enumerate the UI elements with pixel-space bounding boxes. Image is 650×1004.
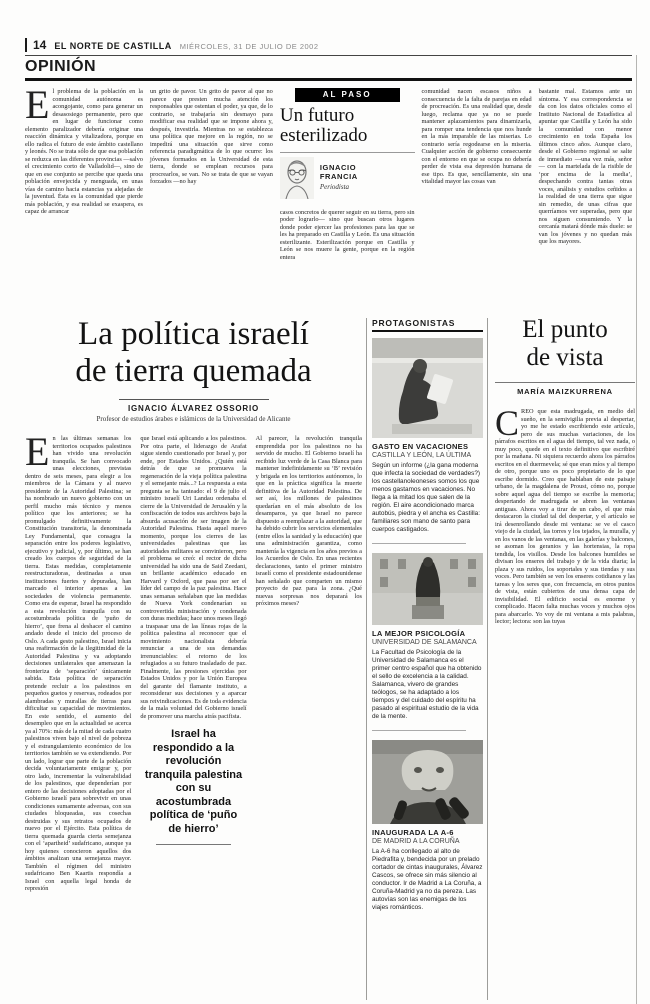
al-paso-author: IGNACIO FRANCIA: [319, 162, 358, 181]
top-article-col3-text: casos concretos de querer seguir en su tierra, pero sin poder lograrlo— sino que buscan otros lugares donde poder ejercer las profesiones para las que se les ha preparado en Castilla y León. Es una situación esterilizante. Esterilización porque en Castilla y León se nos muere la gente, porque en la región entera: [279, 208, 415, 261]
top-article-col2-text: un grito de pavor. Un grito de pavor al que no parece que presten mucha atención los responsables que ostentan el poder, ya que, de lo contrario, se trabajaría sin desmayo para modificar esa realidad que se impone ahora y, después, investirla. Mientras no se establezca una política que mejore en la región, no se impedirá una situación que sirve como referencia paradigmática de lo que ocurre: los jóvenes formados en la Universidad de esta tierra, donde se emplean recursos para procrearlos, se van. No se trata de que se vayan forzados —no hay: [149, 88, 273, 185]
press-conference-photo: [372, 740, 483, 824]
page-header: [25, 38, 632, 52]
punto-body: [495, 403, 635, 626]
page-edge-line: [636, 55, 637, 1004]
punto-title-line2: de vista: [526, 344, 604, 371]
protagonistas-item-title: GASTO EN VACACIONES: [372, 442, 469, 451]
top-article-col2: [150, 88, 273, 310]
header-rule-thick: [25, 78, 632, 81]
main-title-line2: de tierra quemada: [75, 353, 312, 389]
main-article-col3: [256, 435, 362, 991]
protagonistas-item-text: La A-6 ha conllegado al alto de Piedrafita y, bendecida por un prelado cortador de cintas inaugurales, Álvarez Cascos, se ofrece sin más silencio al conductor. Ir de Madrid a La Coruña, a Coruña-Madrid ya no da pereza. Las autovías son las enemigas de los viajes románticos.: [372, 848, 483, 911]
top-article-col5: [539, 88, 632, 310]
main-article-col3-text: Al parecer, la revolución tranquila emprendida por los palestinos no ha servido de mucho. El Gobierno israelí ha recibido luz verde de la Casa Blanca para mantener indefinidamente su ‘B’ revisión y brigada en los territorios autónomos, lo que en la práctica significa la muerte definitiva de la Autoridad Palestina. De ser así, los millones de palestinos quedarían en el más absoluto de los desamparos, ya que Israel no parece dispuesto a reemplazar a la autoridad, que ha debido cubrir los servicios elementales (entre ellos la sanidad y la educación) que una administración garantiza, como mantenía la vigencia en los años previos a los Acuerdos de Oslo. En unas recientes declaraciones, tanto el primer ministro israelí como el presidente estadounidense han señalado que comparten un mismo proyecto de paz para la zona. ¿Qué nuevas sorpresas nos deparará los próximos meses?: [255, 435, 362, 607]
al-paso-title: Un futuro esterilizado: [279, 104, 368, 146]
main-article-col2-text: que Israel está aplicando a los palestinos. Por otra parte, el liderazgo de Arafat sigue siendo cuestionado por Israel y, por ende, por Estados Unidos. ¿Quién está detrás de que se promueva la regeneración de la vieja política palestina y el semejante más...? La respuesta a esta pregunta se ha tanteado: el 9 de julio el ministro israelí Uri Landau ordenaba el cierre de la Universidad de Jerusalén y la confiscación de todos sus archivos bajo la absurda acusación de ser imagen de la Autoridad Palestina. Hasta aquel nuevo momento, porque los cierres de las universidades palestinas que las autoridades militares se convinieron, pero el problema se creó: el rector de dicha universidad ha sido una de Said Zeedani, un brillante académico educado en Harvard y Oxford, que pasa por ser el líder del campo de la paz palestina. Hace unas semanas señalaban que las medidas de Nueva York condenarían su controvertida ministración y condenada con duras medidas; hace unos meses llegó a traspasar una de las líneas rojas de la política palestina al reconocer que el movimiento nacionalista debería renunciar a una de sus demandas irrenunciables: el retorno de los refugiados a su futuro trasladado de paz. Finalmente, las presiones ejercidas por Estados Unidos y por la Unión Europea del garante del flamante instituto, a reconsiderar sus decisiones y a aparcar sus reivindicaciones. Es de toda evidencia de la mala voluntad del Gobierno israelí de promover una marcha atrás pacifista.: [140, 435, 247, 720]
main-article-author: IGNACIO ÁLVAREZ OSSORIO: [128, 404, 259, 413]
protagonistas-column: [372, 318, 483, 920]
protagonistas-item-vacaciones: [372, 338, 483, 544]
top-article-col1-text: l problema de la población en la comunidad autónoma es acongojante, como para generar un desasosiego permanente, pero que en lugar de funcionar como elemento paralizador debería originar una reacción dinámica y vitalizadora, porque en ello radica el futuro de este ámbito castellano y leonés. No se trata sólo de que esa población se reduzca en las diferentes provincias —salvo el crecimiento corto de Valladolid—, sino de que en ese conjunto se percibe que queda una población envejecida y menguada, en unas vías de camino hacia estancias ya alejadas de la juventud. Ésta es la comunidad que pierde más población, y esa realidad se exaspera, es capaz de arrancar: [25, 88, 143, 215]
al-paso-author-role: Periodista: [319, 182, 350, 191]
byline-rule: [119, 399, 269, 400]
protagonistas-separator: [372, 543, 466, 544]
main-title-line1: La política israelí: [78, 316, 309, 352]
divider-protagonistas-punto: [487, 318, 488, 1000]
top-article-col1: [25, 88, 143, 310]
vacation-photo: [372, 338, 483, 438]
protagonistas-item-subtitle: DE MADRID A LA CORUÑA: [372, 838, 460, 845]
top-article-col4: [422, 88, 532, 310]
top-article: [25, 88, 632, 310]
punto-author: MARÍA MAIZKURRENA: [517, 387, 613, 396]
protagonistas-item-text: La Facultad de Psicología de la Universidad de Salamanca es el primer centro español que ha obtenido el sello de excelencia a la calidad. Salamanca, vivero de grandes teólogos, se ha adaptado a los tiempos y del cuidado del espíritu ha pasado al espiritual estudio de la vida de la mente.: [372, 649, 482, 720]
protagonistas-item-a6: [372, 740, 483, 912]
al-paso-portrait-sketch: [280, 157, 314, 199]
pull-quote: Israel ha respondido a la revolución tranquila palestina con su acostumbrada política de ‘puño de hierro’: [144, 728, 243, 835]
protagonistas-item-subtitle: CASTILLA Y LEÓN, LA ÚLTIMA: [372, 452, 472, 459]
main-article-title: [25, 316, 362, 390]
section-title: OPINIÓN: [25, 58, 97, 75]
divider-main-protagonistas: [366, 318, 367, 1000]
pull-quote-rule: [156, 844, 230, 845]
protagonistas-item-text: Según un informe (¿la gana moderna que infecta la sociedad de verdades?) los castellanoleoneses somos los que menos gastamos en vacaciones. No llega a la mitad los que salen de la región. El aire acondicionado marca autobús, piedra y el ancha es Castilla: familiares son mano de santo para cuerpos castigados.: [372, 462, 481, 533]
masthead: EL NORTE DE CASTILLA: [54, 41, 172, 51]
top-article-col5-text: bastante mal. Estamos ante un síntoma. Y esa correspondencia se da con los datos oficiales como el Instituto Nacional de Estadística al apuntar que Castilla y León ha sido la comunidad con menor crecimiento en toda España los últimos cinco años. Aunque claro, desde el Gobierno regional se salte de inmediato —una vez más, señor— con la martelada de la risible de ‘por encima de la media’, despechando contra tantas otras voces, análisis y estudios ceñidos a la realidad de una tierra que sigue sin remedio, de unas cifras que querríamos ver superadas, pero que nos siguen consumiendo. Y la cercanía matará dónde más duele: se van los jóvenes y no quedan más que los mayores.: [538, 88, 632, 245]
al-paso-kicker: AL PASO: [295, 88, 400, 102]
punto-dropcap: C: [495, 403, 520, 443]
edition-date: MIÉRCOLES, 31 DE JULIO DE 2002: [179, 42, 319, 51]
main-article-affiliation: Profesor de estudios árabes e islámicos de la Universidad de Alicante: [96, 415, 291, 423]
punto-title: [495, 316, 635, 372]
top-article-col4-text: comunidad nacen escasos niños a consecuencia de la falta de parejas en edad de procreación. Es una realidad que, desde luego, reclama que ya no se puede mantener aplazamientos para dinamizarla, para romper una tendencia que nos hunde en la más imparable de las miserias. Lo contrario sería regodearse en la miseria. Cualquier acción de gobierno consecuente con el entorno en que se ocupa no debería perder de vista esa depresión humana de ese tipo. Es que, sencillamente, sin una vitalidad mayor las cosas van: [421, 88, 532, 185]
protagonistas-item-title: LA MEJOR PSICOLOGÍA: [372, 629, 466, 638]
main-article-col1-text: n las últimas semanas los territorios ocupados palestinos han vivido una revolución tranquila. Se han convocado unas elecciones, previstas dentro de seis meses, para elegir a los miembros de la Cámara y al nuevo presidente de la Autoridad Palestina; se ha nombrado un nuevo gobierno con un perfil mucho más técnico y menos político que los anteriores; se ha promulgado definitivamente la Constitución transitoria, la denominada Ley Fundamental, que consagra la separación entre los poderes legislativo, ejecutivo y judicial, y, por último, se han creado los cuerpos de seguridad de la tierra. Estas medidas, completamente reestructuradoras, destinadas a unas instituciones fuertes y depuradas, han marcado el interior apenas a las sociedades de violencia permanente. Como era de esperar, Israel ha respondido a esta revolución tranquila con su acostumbrada política de ‘puño de hierro’, que frena al deshacer el camino andado desde el inicio del proceso de Oslo. A cada gesto palestino, Israel inicia una reafirmación de la ilegitimidad de la Autoridad Palestina y va adoptando decisiones unilaterales que amenazan la fronteriza de ‘separación’ únicamente sabida. Esta política de separación pretende recluir a los palestinos en pequeños guetos y reservas, rodeados por alambradas y murallas de tierras para dificultar su capacidad de movimientos. En este sentido, el aumento del desempleo que en la actualidad se acerca ya al 70%: más de la mitad de cada cuatro palestinos viven bajo el nivel de pobreza y el estrangulamiento económico de los territorios también se va extendiendo. Por un lado, lograr que parte de la población decida voluntariamente emigrar y, por otro lado, incrementar la vulnerabilidad de los palestinos, que dependerían por entero de las decisiones adoptadas por el Gobierno israelí para sobrevivir en unas condiciones sumamente adversas, con sus ciudades bloqueadas, sus cosechas destruidas y sus retratos ocupados de nuevo por el Ejército. Esta política de tierra quemada guarda cierta semejanza con el ‘apartheid’ sudafricano, aunque ya hoy quienes conocieron aquellos dos ámbitos analizan una semejanza mayor. También el régimen del ministro sudafricano Ben Kaartis respondía a Israel con aquella legal honda de represión: [25, 435, 132, 892]
header-rule-thin: [25, 55, 632, 56]
top-article-col3: [280, 88, 415, 310]
punto-byline-rule: [495, 382, 635, 383]
main-article-col2: [140, 435, 246, 991]
al-paso-box: [280, 88, 415, 203]
punto-body-text: REO que esta madrugada, en medio del sueño, en la semivigilia previa al despertar, yo me he estado escribiendo este artículo, pero de sus muchas variaciones, de los párrafos escritos en el agua del tiempo, tal vez nada, o muy poco, quede en el texto definitivo que escribiré por la mañana. Ni siquiera recuerdo ahora los párrafos escritos en el duermevela; sé que eran míos y al tiempo de otro, porque uno es poco propietario de lo que escribe dormido. Creo que hablaban de este paisaje urbano, de la magdalena de Proust, cómo no, porque sobre aquel agua del tiempo se escribe la memoria; despertando de madrugada se abren las ventanas antiguas. Ahora voy a tirar de un cabo, el que más destacaron la ciudad tal del despertar, y el artículo se irá desenrollando desde mi ventana: se ve el casco viejo de la ciudad, las torres y los tejados, la muralla, y en los vanos de las ventanas, en las galerías y balcones, se asoman los geranios y las hortensias, la ropa tendida, los visillos. Desde los balcones humildes se divisan los enseres del trabajo y de la vida diaria; la plaza y sus ruidos, los soportales y sus tiendas y sus voces. Pero también se ven los enseres cotidianos y las tareas y los seres que, con frecuencia, en otros puntos de vista, están cubiertos de una densa capa de invisibilidad. El edificio social es enorme y complicado. Hacen falta muchas voces y muchos ojos para abarcarlo. Yo voy de mi ventana a mis palabras, lector; lectora: son las tuyas: [495, 408, 635, 625]
protagonistas-separator: [372, 730, 466, 731]
page-number: 14: [33, 38, 47, 52]
main-article-col1: [25, 435, 131, 991]
punto-de-vista-column: [495, 316, 635, 1004]
main-article: [25, 316, 362, 1004]
protagonistas-item-subtitle: UNIVERSIDAD DE SALAMANCA: [372, 639, 477, 646]
protagonistas-label: PROTAGONISTAS: [372, 318, 483, 332]
main-article-dropcap: E: [25, 435, 50, 474]
protagonistas-item-psicologia: [372, 553, 483, 731]
punto-title-line1: El punto: [522, 316, 608, 343]
protagonistas-item-title: INAUGURADA LA A-6: [372, 828, 454, 837]
top-article-dropcap: E: [25, 88, 50, 127]
statue-photo: [372, 553, 483, 625]
